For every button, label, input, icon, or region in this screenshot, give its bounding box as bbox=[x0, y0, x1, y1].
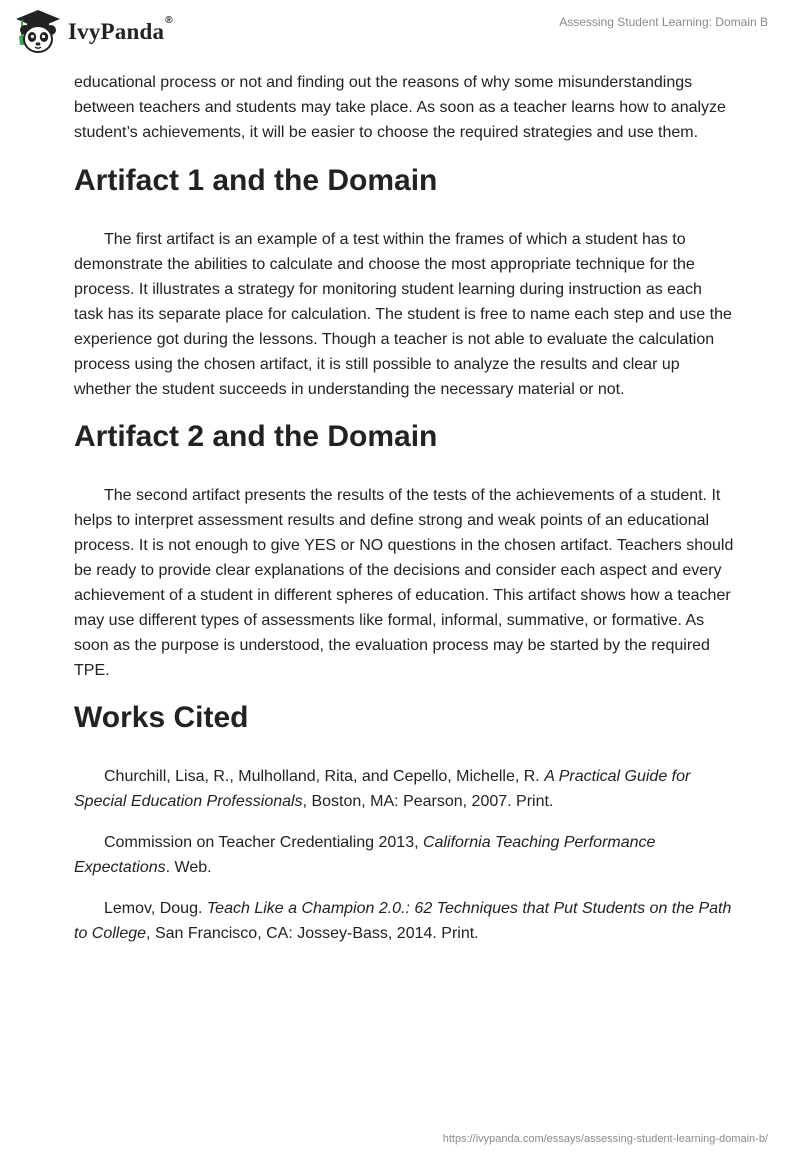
source-url-link[interactable]: https://ivypanda.com/essays/assessing-student-learning-domain-b/ bbox=[442, 1133, 768, 1145]
works-cited-heading: Works Cited bbox=[74, 701, 249, 734]
logo-text: IvyPanda® bbox=[68, 15, 173, 44]
artifact1-heading: Artifact 1 and the Domain bbox=[74, 164, 438, 197]
document-title: Assessing Student Learning: Domain B bbox=[559, 15, 768, 29]
citation-authors: Lemov, Doug. bbox=[104, 900, 207, 917]
citation-authors: Churchill, Lisa, R., Mulholland, Rita, and Cepello, Michelle, R. bbox=[104, 768, 545, 785]
essay-content bbox=[74, 70, 734, 946]
citation-title: California Teaching Performance Expectations bbox=[74, 834, 656, 876]
citation-entry bbox=[74, 896, 734, 946]
citation-publication: , San Francisco, CA: Jossey-Bass, 2014. Print. bbox=[146, 925, 479, 942]
artifact2-paragraph: The second artifact presents the results of the tests of the achievements of a student. It helps to interpret assessment results and define strong and weak points of an educational process. It is not enough to give YES or NO questions in the chosen artifact. Teachers should be ready to provide clear explanations of the decisions and consider each aspect and every achievement of a student in different spheres of education. This artifact shows how a teacher may use different types of assessments like formal, informal, summative, or formative. As soon as the purpose is understood, the evaluation process may be started by the required TPE. bbox=[74, 487, 734, 679]
intro-paragraph: educational process or not and finding out the reasons of why some misunderstandings between teachers and students may take place. As soon as a teacher learns how to analyze student’s achievements, it will be easier to choose the required strategies and use them. bbox=[74, 74, 726, 141]
panda-graduate-icon bbox=[14, 8, 62, 54]
citation-authors: Commission on Teacher Credentialing 2013, bbox=[104, 834, 423, 851]
ivypanda-logo[interactable] bbox=[14, 8, 173, 54]
citation-title: Teach Like a Champion 2.0.: 62 Techniques that Put Students on the Path to College bbox=[74, 900, 732, 942]
page-header bbox=[0, 0, 800, 64]
citation-publication: . Web. bbox=[165, 859, 212, 876]
artifact2-heading: Artifact 2 and the Domain bbox=[74, 420, 438, 453]
citation-title: A Practical Guide for Special Education Professionals bbox=[74, 768, 691, 810]
citation-publication: , Boston, MA: Pearson, 2007. Print. bbox=[302, 793, 554, 810]
citation-entry bbox=[74, 830, 734, 880]
registered-mark: ® bbox=[165, 15, 173, 26]
artifact1-paragraph: The first artifact is an example of a test within the frames of which a student has to demonstrate the abilities to calculate and choose the most appropriate technique for the process. It illustrates a strategy for monitoring student learning during instruction as each task has its separate place for calculation. The student is free to name each step and use the experience got during the lessons. Though a teacher is not able to evaluate the calculation process using the chosen artifact, it is still possible to analyze the results and clear up whether the student succeeds in understanding the necessary material or not. bbox=[74, 231, 732, 398]
citation-entry bbox=[74, 764, 734, 814]
